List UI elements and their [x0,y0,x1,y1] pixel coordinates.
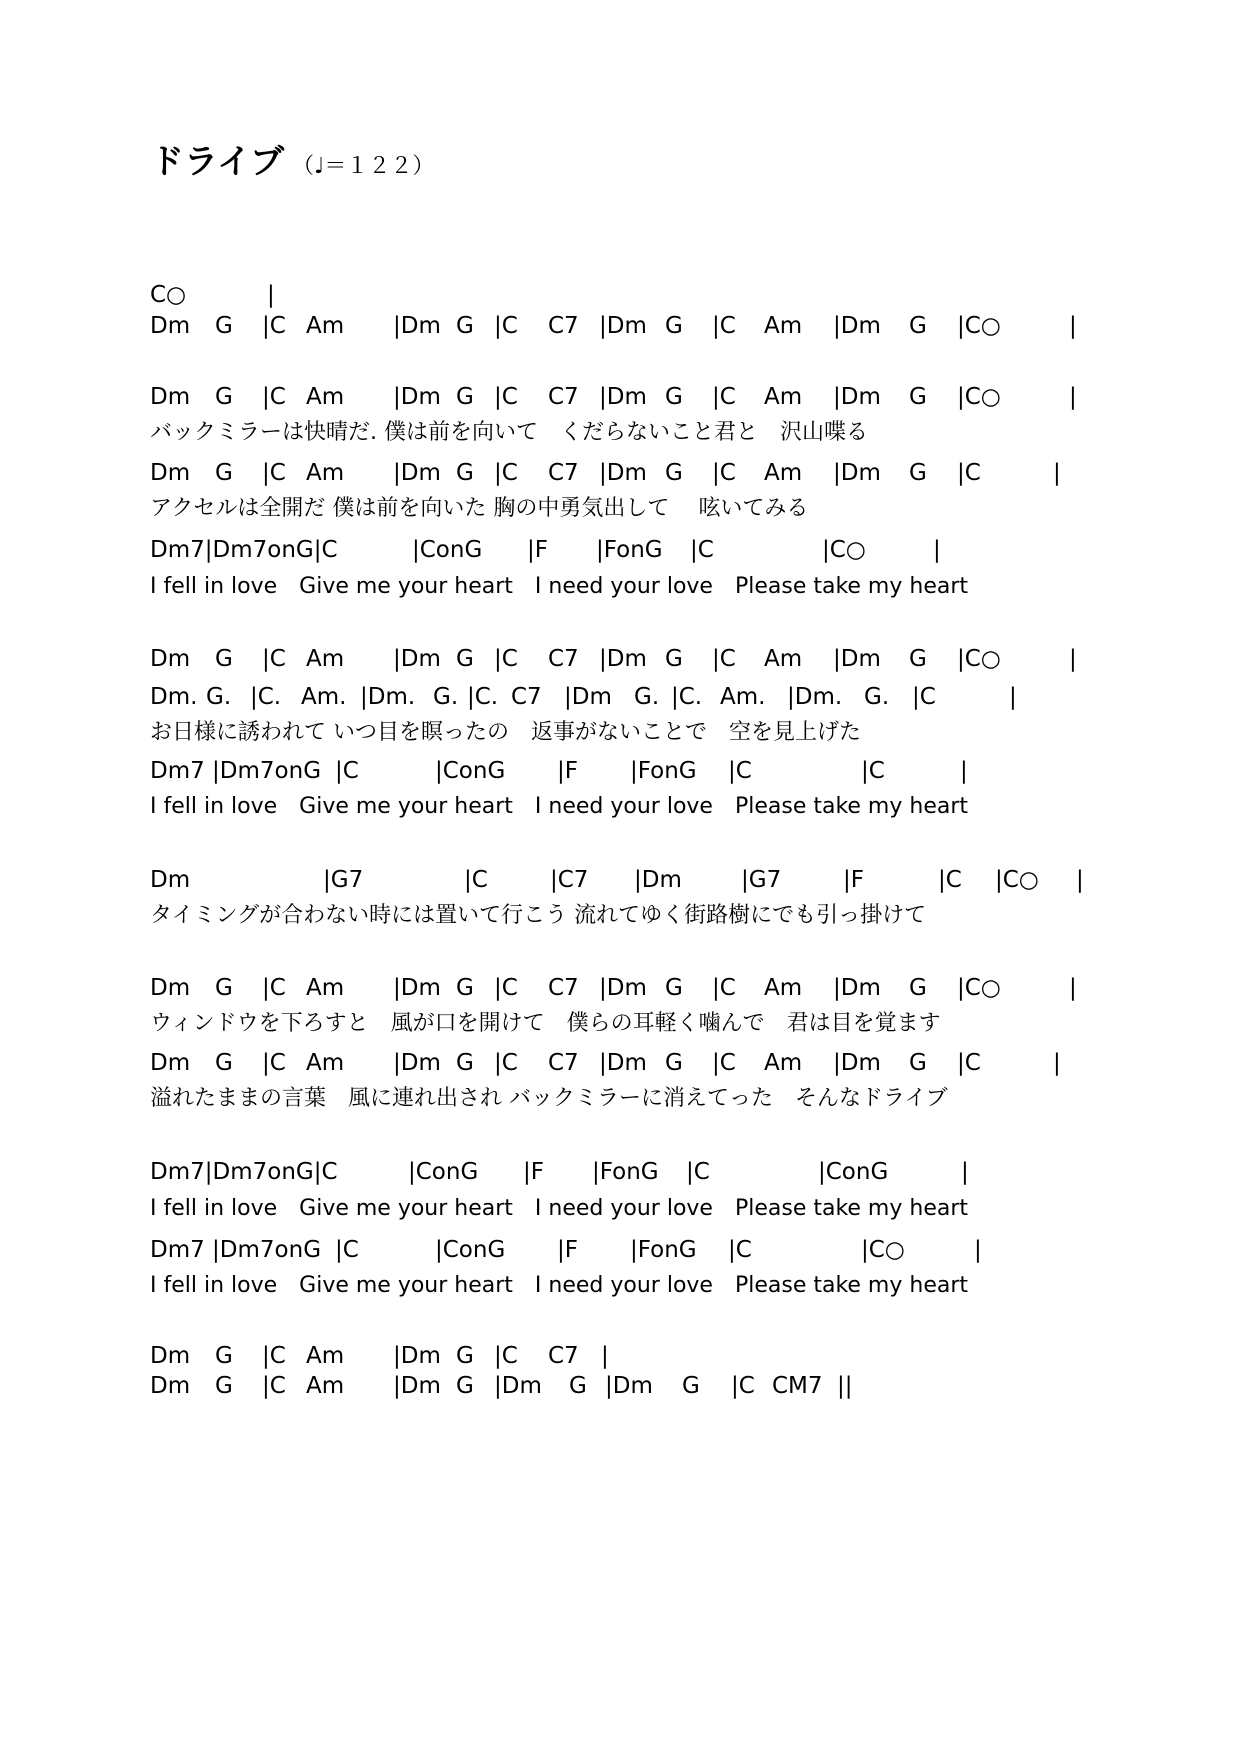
chord: G. [864,684,890,710]
lyric-line [150,1009,1110,1039]
chord: G [682,1373,700,1399]
chord: |Dm [564,684,612,710]
lyric-text: I fell in love Give me your heart I need your love Please take my heart [150,1196,969,1221]
chord: G [456,1343,474,1369]
chord: |Dm [599,1050,647,1076]
lyric-line [150,494,1110,524]
chord: Am [306,460,345,486]
chord: |C [731,1373,755,1399]
chord: |C [262,460,286,486]
chord: G [215,975,233,1001]
chord: Dm [150,646,191,672]
lyric-text: I fell in love Give me your heart I need your love Please take my heart [150,574,969,599]
chord: |C7 [550,867,589,893]
chord: |C [712,646,736,672]
chord: G [909,646,927,672]
chord: G [909,1050,927,1076]
bar-line: | [1069,313,1077,339]
chord: |Dm [833,384,881,410]
tempo-marking: （♩＝１２２） [291,154,435,179]
chord: Dm7|Dm7onG|C [150,1159,338,1185]
bar-line: | [1076,867,1084,893]
chord-line [150,1048,1110,1078]
chord: |G7 [741,867,782,893]
chord: Dm. [150,684,198,710]
chord: G [456,646,474,672]
chord: |C○ [995,867,1039,893]
chord: |C○ [861,1237,905,1263]
chord: Am [764,384,803,410]
chord: |C [690,537,714,563]
bar-line: | [1009,684,1017,710]
chord: |C [712,384,736,410]
chord: |C○ [957,384,1001,410]
chord: Am. [720,684,766,710]
chord: |FonG [630,758,697,784]
chord: Dm [150,867,191,893]
chord: |C○ [957,313,1001,339]
chord: G [215,1050,233,1076]
chord: G [215,460,233,486]
chord: |C [262,384,286,410]
chord: C7 [548,460,579,486]
chord: CM7 [772,1373,823,1399]
chord: G [909,460,927,486]
chord: |Dm [833,646,881,672]
chord: Dm [150,975,191,1001]
chord: C7 [548,1050,579,1076]
chord: G [456,460,474,486]
chord: G [215,313,233,339]
chord: |C [335,758,359,784]
chord: |C [494,1050,518,1076]
chord: |Dm [393,1373,441,1399]
chord: |C [494,646,518,672]
chord: G [665,975,683,1001]
chord: G [456,1050,474,1076]
lyric-line [150,1271,1110,1301]
chord: C7 [548,646,579,672]
bar-line: | [1069,384,1077,410]
chord-line [150,1235,1110,1265]
lyric-line [150,418,1110,448]
chord: C7 [548,1343,579,1369]
lyric-line [150,572,1110,602]
chord: |Dm [393,975,441,1001]
lyric-text: ウィンドウを下ろすと 風が口を開けて 僕らの耳軽く噛んで 君は目を覚ます [150,1011,941,1036]
chord: G [665,460,683,486]
chord: Dm [150,1343,191,1369]
chord: G [665,384,683,410]
lyric-text: I fell in love Give me your heart I need your love Please take my heart [150,794,969,819]
chord: G [665,646,683,672]
bar-line: | [601,1343,609,1369]
lyric-line [150,901,1110,931]
lyric-text: タイミングが合わない時には置いて行こう 流れてゆく街路樹にでも引っ掛けて [150,903,927,928]
chord: |Dm [393,646,441,672]
chord: Dm [150,1050,191,1076]
chord: Am [306,1373,345,1399]
chord: |Dm [393,1343,441,1369]
lyric-line [150,718,1110,748]
chord: |C [262,1373,286,1399]
chord: |Dm [599,646,647,672]
chord: |C. [250,684,282,710]
chord-line [150,458,1110,488]
chord: |F [527,537,548,563]
chord: |Dm [599,975,647,1001]
song-title-text: ドライブ [150,142,284,182]
chord: Dm [150,1373,191,1399]
chord: G. [433,684,459,710]
chord-line [150,280,1110,310]
chord: G [909,313,927,339]
chord-line [150,535,1110,565]
chord: |C [912,684,936,710]
chord: |C [957,460,981,486]
chord: |Dm [494,1373,542,1399]
chord-line [150,311,1110,341]
chord: G [215,1373,233,1399]
chord: Am [306,1343,345,1369]
bar-line: | [933,537,941,563]
chord: |ConG [818,1159,889,1185]
chord: C7 [548,975,579,1001]
chord: Am [306,1050,345,1076]
chord: |C [861,758,885,784]
chord: |F [523,1159,544,1185]
chord: |C [335,1237,359,1263]
chord: G. [206,684,232,710]
chord: |C [262,646,286,672]
chord-line [150,1371,1110,1401]
bar-line: | [960,758,968,784]
lyric-line [150,792,1110,822]
chord: Am [306,313,345,339]
chord: Am [306,975,345,1001]
chord: |C [494,975,518,1001]
chord: |C○ [957,975,1001,1001]
chord: |C [686,1159,710,1185]
chord: |Dm [833,1050,881,1076]
bar-line: | [1053,1050,1061,1076]
lyric-line [150,1194,1110,1224]
chord-line [150,1341,1110,1371]
chord: |C. [467,684,499,710]
chord: |F [557,1237,578,1263]
chord: |FonG [596,537,663,563]
chord: G [665,313,683,339]
chord: |Dm [599,313,647,339]
chord: G [665,1050,683,1076]
chord: C7 [548,313,579,339]
chord-line [150,1157,1110,1187]
chord: |C [494,384,518,410]
chord: G [456,384,474,410]
chord: Am [764,975,803,1001]
chord: C○ [150,282,187,308]
chord: |ConG [435,758,506,784]
chord: |C [712,460,736,486]
chord: |C [712,975,736,1001]
chord: C7 [548,384,579,410]
chord-line [150,756,1110,786]
chord: |C [262,1050,286,1076]
chord: |F [557,758,578,784]
chord: |F [843,867,864,893]
bar-line: | [974,1237,982,1263]
chord-line [150,644,1110,674]
chord: G [456,313,474,339]
chord: |FonG [630,1237,697,1263]
lyric-text: 溢れたままの言葉 風に連れ出され バックミラーに消えてった そんなドライブ [150,1086,948,1111]
chord: |C [957,1050,981,1076]
chord: Am [764,646,803,672]
chord: |Dm [833,975,881,1001]
chord: |C [938,867,962,893]
chord: G [215,646,233,672]
chord: |Dm [393,460,441,486]
chord: |Dm [605,1373,653,1399]
chord: Dm [150,460,191,486]
song-title [150,142,435,182]
chord: |C [494,460,518,486]
chord: |C. [671,684,703,710]
chord: |C [464,867,488,893]
chord: Am. [301,684,347,710]
chord: |C [262,313,286,339]
chord: |C○ [822,537,866,563]
chord: G [456,975,474,1001]
chord: |Dm [599,460,647,486]
chord: |Dm [634,867,682,893]
chord: G. [634,684,660,710]
chord: |G7 [323,867,364,893]
chord: |Dm [599,384,647,410]
chord: |C [728,1237,752,1263]
lyric-line [150,1084,1110,1114]
chord-line [150,682,1110,712]
chord: |C [712,313,736,339]
chord: |Dm [393,1050,441,1076]
bar-line: | [1069,646,1077,672]
chord: Am [306,384,345,410]
chord: G [215,1343,233,1369]
chord: G [909,384,927,410]
lyric-text: I fell in love Give me your heart I need your love Please take my heart [150,1273,969,1298]
chord: Dm [150,313,191,339]
chord-line [150,382,1110,412]
chord: |Dm [833,460,881,486]
bar-line: | [1053,460,1061,486]
chord: |C [494,1343,518,1369]
chord: Dm [150,384,191,410]
chord: Dm7|Dm7onG|C [150,537,338,563]
chord: G [215,384,233,410]
chord: Am [764,460,803,486]
chord: Am [764,313,803,339]
lyric-text: お日様に誘われて いつ目を瞑ったの 返事がないことで 空を見上げた [150,720,861,745]
bar-line: | [1069,975,1077,1001]
chord: |Dm. [787,684,843,710]
chord: |C [494,313,518,339]
bar-line: || [837,1373,853,1399]
chord: |C○ [957,646,1001,672]
chord: Dm7 |Dm7onG [150,1237,322,1263]
bar-line: | [961,1159,969,1185]
chord: |Dm. [360,684,416,710]
chord: |Dm [393,313,441,339]
chord: G [569,1373,587,1399]
chord: |C [262,975,286,1001]
chord: |ConG [412,537,483,563]
lyric-text: アクセルは全開だ 僕は前を向いた 胸の中勇気出して 呟いてみる [150,496,809,521]
chord: |ConG [408,1159,479,1185]
chord: G [909,975,927,1001]
bar-line: | [267,282,275,308]
chord: Am [764,1050,803,1076]
chord-line [150,973,1110,1003]
chord: |C [262,1343,286,1369]
chord: |ConG [435,1237,506,1263]
chord: C7 [511,684,542,710]
chord: G [456,1373,474,1399]
chord: |C [728,758,752,784]
chord: |FonG [592,1159,659,1185]
chord: |Dm [833,313,881,339]
chord-line [150,865,1110,895]
lyric-text: バックミラーは快晴だ. 僕は前を向いて くだらないこと君と 沢山喋る [150,420,868,445]
chord: |C [712,1050,736,1076]
chord: Am [306,646,345,672]
chord: |Dm [393,384,441,410]
chord: Dm7 |Dm7onG [150,758,322,784]
